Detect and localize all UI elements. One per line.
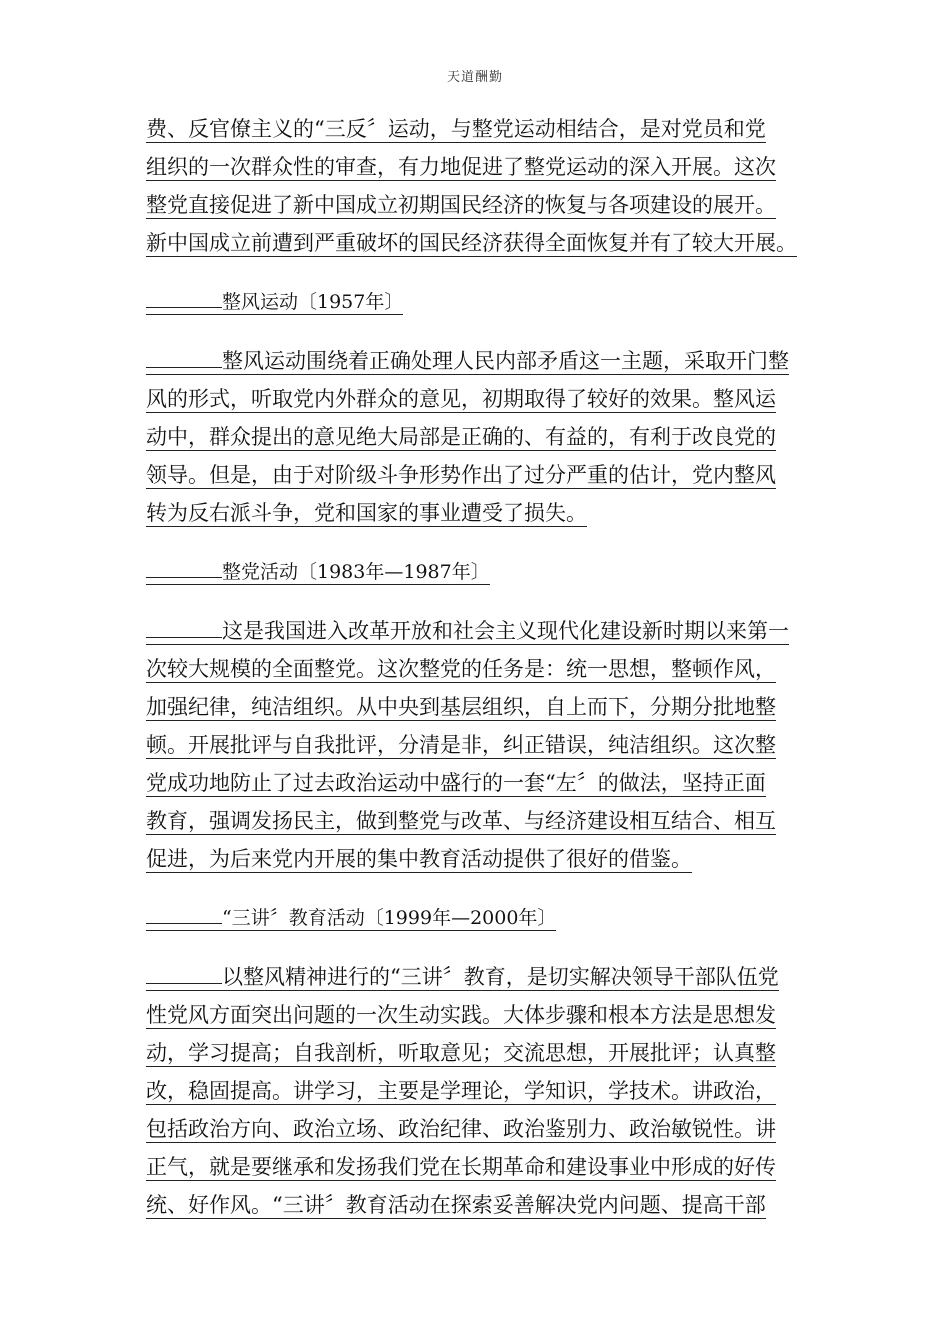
- page-header: 天道酬勤: [446, 70, 503, 85]
- text-line: 动，学习提高；自我剖析，听取意见；交流思想，开展批评；认真整: [146, 1041, 776, 1065]
- text-line: 改，稳固提高。讲学习，主要是学理论，学知识，学技术。讲政治，: [146, 1079, 776, 1103]
- text-line: 风的形式，听取党内外群众的意见，初期取得了较好的效果。整风运: [146, 387, 776, 411]
- text-line: 统、好作风。“三讲〞教育活动在探索妥善解决党内问题、提高干部: [146, 1193, 766, 1217]
- section-heading: “三讲〞教育活动〔1999年—2000年〕: [146, 901, 808, 939]
- text-line: 转为反右派斗争，党和国家的事业遭受了损失。: [146, 501, 587, 525]
- text-line: 正气，就是要继承和发扬我们党在长期革命和建设事业中形成的好传: [146, 1155, 776, 1179]
- section-heading: 整党活动〔1983年—1987年〕: [146, 555, 808, 593]
- section-heading: 整风运动〔1957年〕: [146, 285, 808, 323]
- paragraph: [146, 344, 808, 534]
- text-line: 以整风精神进行的“三讲〞教育，是切实解决领导干部队伍党: [146, 960, 808, 998]
- text-line: 包括政治方向、政治立场、政治纪律、政治鉴别力、政治敏锐性。讲: [146, 1117, 776, 1141]
- text-line: 教育，强调发扬民主，做到整党与改革、与经济建设相互结合、相互: [146, 809, 776, 833]
- text-line: 费、反官僚主义的“三反〞运动，与整党运动相结合，是对党员和党: [146, 117, 766, 141]
- text-line: 这是我国进入改革开放和社会主义现代化建设新时期以来第一: [146, 614, 808, 652]
- text-line: 领导。但是，由于对阶级斗争形势作出了过分严重的估计，党内整风: [146, 463, 776, 487]
- text-line: 加强纪律，纯洁组织。从中央到基层组织，自上而下，分期分批地整: [146, 695, 776, 719]
- text-line: 次较大规模的全面整党。这次整党的任务是：统一思想，整顿作风，: [146, 657, 776, 681]
- text-line: 整党直接促进了新中国成立初期国民经济的恢复与各项建设的展开。: [146, 193, 776, 217]
- text-line: 党成功地防止了过去政治运动中盛行的一套“左〞的做法，坚持正面: [146, 771, 766, 795]
- text-line: 整风运动围绕着正确处理人民内部矛盾这一主题，采取开门整: [146, 344, 808, 382]
- paragraph: [146, 614, 808, 880]
- text-line: 组织的一次群众性的审查，有力地促进了整党运动的深入开展。这次: [146, 155, 776, 179]
- paragraph: [146, 960, 808, 1226]
- text-line: 动中，群众提出的意见绝大局部是正确的、有益的，有利于改良党的: [146, 425, 776, 449]
- paragraph: [146, 112, 808, 264]
- text-line: 新中国成立前遭到严重破坏的国民经济获得全面恢复并有了较大开展。: [146, 231, 797, 255]
- text-line: 促进，为后来党内开展的集中教育活动提供了很好的借鉴。: [146, 847, 692, 871]
- text-line: 顿。开展批评与自我批评，分清是非，纠正错误，纯洁组织。这次整: [146, 733, 776, 757]
- document-body: [146, 112, 808, 1226]
- text-line: 性党风方面突出问题的一次生动实践。大体步骤和根本方法是思想发: [146, 1003, 776, 1027]
